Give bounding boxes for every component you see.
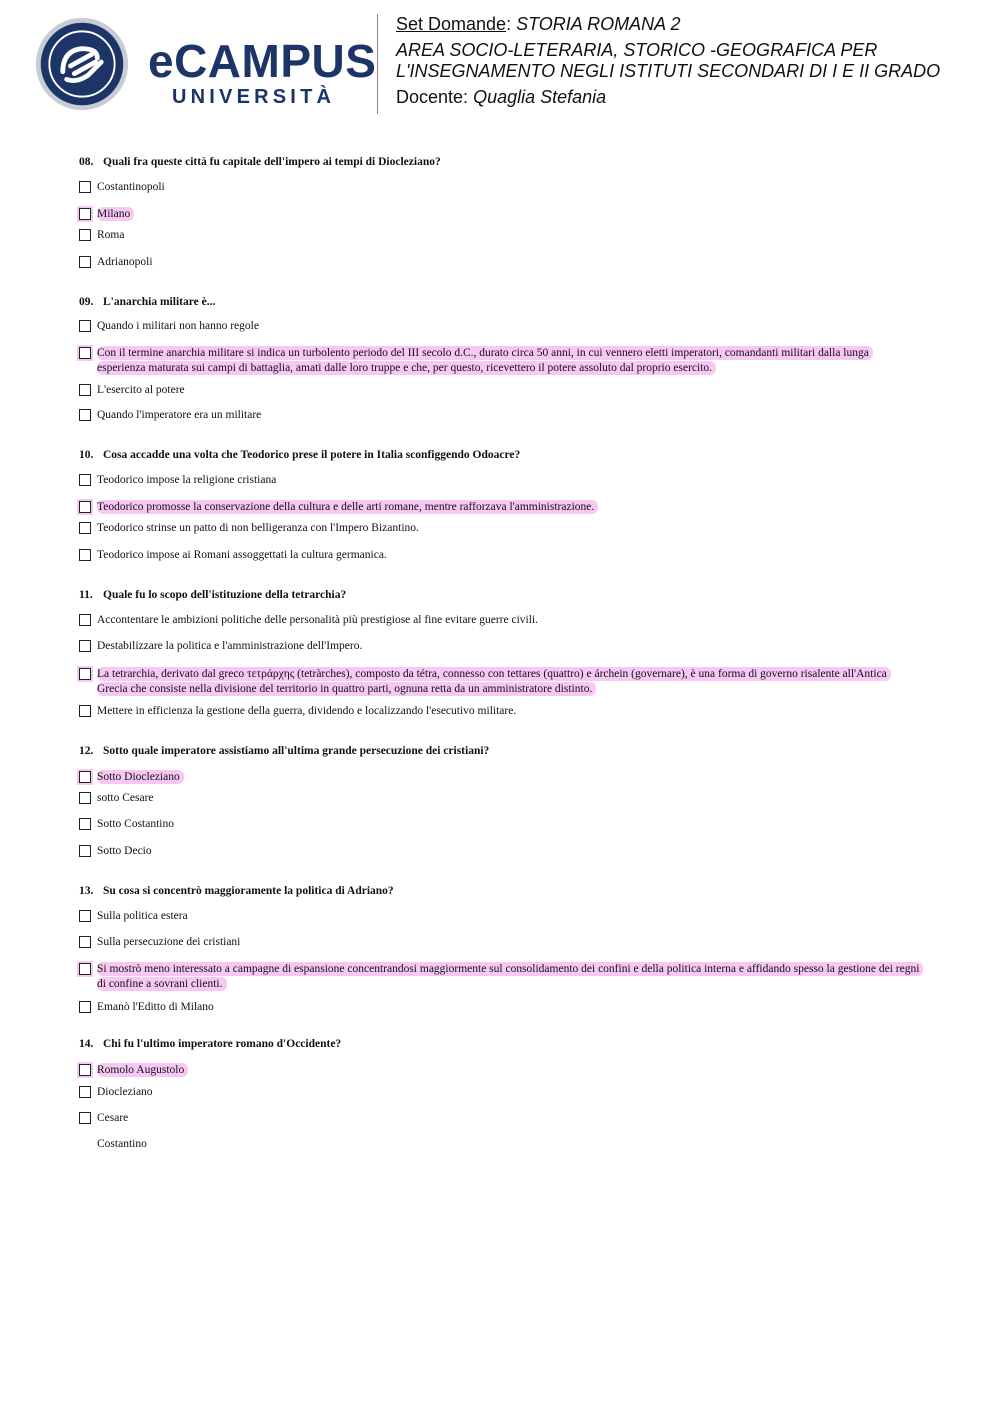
checkbox[interactable] (79, 229, 91, 241)
checkbox[interactable] (79, 474, 91, 486)
answer-option[interactable] (79, 1085, 153, 1100)
question-text: Quali fra queste città fu capitale dell'impero ai tempi di Diocleziano? (103, 156, 441, 168)
document-header (0, 0, 1000, 130)
course-title: STORIA ROMANA 2 (516, 14, 681, 34)
option-text: Con il termine anarchia militare si indica un turbolento periodo del III secolo d.C., durato circa 50 anni, in cui vennero eletti imperatori, comandanti militari dalla lunga esperienza maturata sui campi di battaglia, amati dalle loro truppe e che, per questo, ricevettero il potere assoluto dal proprio esercito. (97, 346, 873, 375)
answer-option[interactable] (79, 935, 240, 950)
answer-option-highlighted[interactable] (79, 962, 927, 992)
header-divider (377, 14, 378, 114)
question-14-title (79, 1038, 929, 1052)
checkbox[interactable] (79, 208, 91, 220)
answer-option[interactable] (79, 548, 387, 563)
option-text: Milano (97, 207, 134, 221)
question-number: 11. (79, 589, 93, 601)
ecampus-logo (34, 14, 377, 114)
question-11-title (79, 589, 929, 603)
option-text: Sotto Costantino (97, 818, 174, 830)
checkbox[interactable] (79, 181, 91, 193)
checkbox[interactable] (79, 1064, 91, 1076)
question-08 (79, 156, 929, 182)
checkbox[interactable] (79, 818, 91, 830)
answer-option[interactable] (79, 1111, 128, 1126)
option-text: Sotto Decio (97, 845, 152, 857)
answer-option[interactable] (79, 255, 153, 270)
answer-option[interactable] (79, 817, 174, 832)
option-text: Si mostrò meno interessato a campagne di espansione concentrandosi maggiormente sul consolidamento dei confini e della politica interna e affidando spesso la gestione dei regni di confine a sovrani clienti. (97, 962, 923, 991)
answer-option[interactable] (79, 383, 185, 398)
question-text: Sotto quale imperatore assistiamo all'ultima grande persecuzione dei cristiani? (103, 745, 490, 757)
answer-option[interactable] (79, 639, 362, 654)
option-text: La tetrarchia, derivato dal greco τετράρχης (tetràrches), composto da tétra, connesso con tettares (quattro) e árchein (governare), è una forma di governo risalente all'Antica Grecia che consiste nella divisione del territorio in quattro parti, ognuna retta da un amministratore distinto. (97, 667, 891, 696)
question-number: 10. (79, 449, 94, 461)
area-line-1: AREA SOCIO-LETERARIA, STORICO -GEOGRAFICA PER (396, 40, 878, 60)
answer-option[interactable] (79, 319, 259, 334)
option-text: Quando l'imperatore era un militare (97, 409, 262, 421)
answer-option-highlighted[interactable] (79, 500, 598, 515)
option-text: Romolo Augustolo (97, 1063, 188, 1077)
brand-subtitle: UNIVERSITÀ (172, 86, 336, 108)
set-line (396, 14, 986, 35)
answer-option-highlighted[interactable] (79, 207, 134, 222)
checkbox[interactable] (79, 614, 91, 626)
answer-option[interactable] (79, 844, 152, 859)
area-line-2: L'INSEGNAMENTO NEGLI ISTITUTI SECONDARI DI I E II GRADO (396, 61, 941, 81)
answer-option[interactable] (79, 228, 124, 243)
checkbox[interactable] (79, 256, 91, 268)
checkbox[interactable] (79, 501, 91, 513)
set-colon: : (506, 14, 512, 34)
question-text: Su cosa si concentrò maggioramente la politica di Adriano? (103, 885, 394, 897)
checkbox[interactable] (79, 549, 91, 561)
set-label: Set Domande (396, 14, 507, 34)
checkbox[interactable] (79, 1112, 91, 1124)
option-text: Destabilizzare la politica e l'amministrazione dell'Impero. (97, 640, 363, 652)
option-text: Adrianopoli (97, 256, 153, 268)
option-text: Teodorico strinse un patto di non belligeranza con l'Impero Bizantino. (97, 522, 419, 534)
question-text: Cosa accadde una volta che Teodorico prese il potere in Italia sconfiggendo Odoacre? (103, 449, 521, 461)
checkbox[interactable] (79, 409, 91, 421)
docente-label: Docente: (396, 87, 469, 107)
checkbox[interactable] (79, 771, 91, 783)
answer-option[interactable] (79, 180, 165, 195)
answer-option-highlighted[interactable] (79, 346, 919, 376)
answer-option[interactable] (79, 791, 154, 806)
docente-line (396, 87, 986, 108)
question-number: 08. (79, 156, 94, 168)
checkbox[interactable] (79, 522, 91, 534)
question-text: L'anarchia militare è... (103, 296, 216, 308)
question-13-title (79, 885, 929, 899)
checkbox[interactable] (79, 792, 91, 804)
answer-option[interactable] (79, 1000, 214, 1015)
option-text: Diocleziano (97, 1086, 153, 1098)
option-text: Roma (97, 229, 125, 241)
checkbox[interactable] (79, 705, 91, 717)
docente-name: Quaglia Stefania (473, 87, 607, 107)
question-number: 14. (79, 1038, 94, 1050)
answer-option[interactable] (79, 521, 419, 536)
header-info (396, 14, 986, 108)
option-text: sotto Cesare (97, 792, 154, 804)
option-text: Costantino (97, 1138, 147, 1150)
checkbox[interactable] (79, 1001, 91, 1013)
answer-option[interactable] (79, 408, 261, 423)
answer-option[interactable] (79, 473, 276, 488)
answer-option-highlighted[interactable] (79, 667, 897, 697)
answer-option-highlighted[interactable] (79, 770, 184, 785)
question-number: 09. (79, 296, 94, 308)
checkbox[interactable] (79, 384, 91, 396)
checkbox[interactable] (79, 845, 91, 857)
answer-option[interactable] (79, 704, 516, 719)
option-text: Cesare (97, 1112, 129, 1124)
checkbox[interactable] (79, 347, 91, 359)
question-12-title (79, 745, 929, 759)
option-text: Teodorico promosse la conservazione della cultura e delle arti romane, mentre rafforzava l'amministrazione. (97, 500, 598, 514)
answer-option[interactable] (79, 1137, 147, 1152)
checkbox[interactable] (79, 640, 91, 652)
option-text: Teodorico impose la religione cristiana (97, 474, 277, 486)
option-text: Emanò l'Editto di Milano (97, 1001, 214, 1013)
option-text: Sotto Diocleziano (97, 770, 184, 784)
question-text: Quale fu lo scopo dell'istituzione della tetrarchia? (103, 589, 347, 601)
option-text: Sulla persecuzione dei cristiani (97, 936, 241, 948)
option-text: Quando i militari non hanno regole (97, 320, 259, 332)
option-text: Teodorico impose ai Romani assoggettati la cultura germanica. (97, 549, 387, 561)
option-text: Accontentare le ambizioni politiche delle personalità più prestigiose al fine evitare guerre civili. (97, 614, 538, 626)
question-title (79, 156, 929, 170)
checkbox[interactable] (79, 668, 91, 680)
checkbox[interactable] (79, 963, 91, 975)
answer-option[interactable] (79, 909, 188, 924)
option-text: L'esercito al potere (97, 384, 185, 396)
option-text: Mettere in efficienza la gestione della guerra, dividendo e localizzando l'esecutivo militare. (97, 705, 517, 717)
answer-option-highlighted[interactable] (79, 1063, 188, 1078)
ecampus-emblem-icon (34, 16, 130, 112)
option-text: Costantinopoli (97, 181, 165, 193)
brand-name: eCAMPUS (148, 35, 377, 87)
checkbox[interactable] (79, 320, 91, 332)
question-number: 13. (79, 885, 94, 897)
checkbox[interactable] (79, 936, 91, 948)
question-09-title (79, 296, 929, 310)
checkbox[interactable] (79, 1086, 91, 1098)
checkbox[interactable] (79, 910, 91, 922)
answer-option[interactable] (79, 613, 538, 628)
question-10-title (79, 449, 929, 463)
question-text: Chi fu l'ultimo imperatore romano d'Occidente? (103, 1038, 342, 1050)
question-number: 12. (79, 745, 94, 757)
option-text: Sulla politica estera (97, 910, 188, 922)
